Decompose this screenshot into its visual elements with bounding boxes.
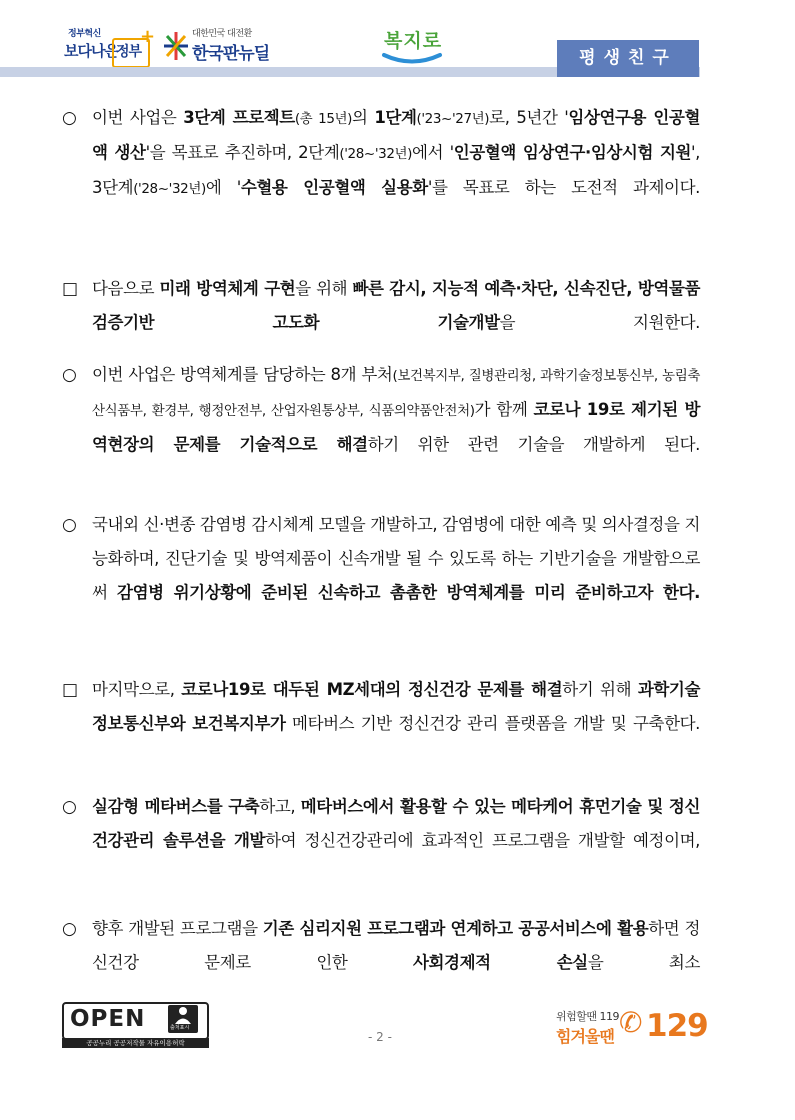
small-text: (총 15년) — [294, 111, 353, 127]
text: 하면 정신건강 문제로 인한 — [92, 919, 700, 972]
text: 하고, — [259, 797, 301, 816]
text: 메타버스 기반 정신건강 관리 플랫폼을 개발 및 구축한다. — [285, 714, 700, 733]
bold-text: 임상연구용 인공혈액 생산 — [92, 108, 700, 162]
paragraph-6 — [92, 790, 700, 892]
small-text: (보건복지부, 질병관리청, 과학기술정보통신부, 농림축산식품부, 환경부, 행정안전부, 산업자원통상부, 식품의약품안전처) — [92, 368, 700, 419]
circle-bullet: ○ — [62, 365, 77, 385]
text: 마지막으로, — [92, 680, 182, 699]
text: 을 최소 — [587, 953, 700, 972]
open-word: OPEN — [70, 1006, 146, 1032]
hotline-text-119: 위험할땐 119 — [556, 1010, 619, 1023]
new-deal-star-icon — [162, 30, 190, 62]
hotline-logo — [556, 1004, 706, 1050]
paragraph-2 — [92, 272, 700, 340]
korean-new-deal-logo — [162, 24, 292, 72]
text: 국내외 신·변종 감염병 감시체계 모델을 개발하고, 감염병에 대한 예측 및 의사결정을 지능화하며, 진단기술 및 방역제품이 신속개발 될 수 있도록 하는 기반기술을 개발함으로써 — [92, 515, 700, 602]
text: 에서 ' — [412, 143, 454, 162]
text: 을 위해 — [295, 279, 353, 298]
bold-text: 인공혈액 임상연구·임상시험 지원 — [453, 143, 692, 162]
gov-innovation-logo — [60, 24, 154, 72]
text: 이번 사업은 방역체계를 담당하는 8개 부처 — [92, 365, 393, 384]
plus-icon: + — [140, 26, 156, 47]
open-license-logo — [62, 1002, 207, 1046]
small-text: ('23~'27년) — [416, 111, 490, 127]
bokjiro-logo — [378, 22, 448, 72]
square-bullet: □ — [62, 680, 79, 700]
bold-text: 코로나19로 대두된 MZ세대의 정신건강 문제를 해결 — [181, 680, 563, 699]
bold-text: 코로나 19로 제기된 방역현장의 문제를 기술적으로 해결 — [92, 400, 700, 454]
circle-bullet: ○ — [62, 108, 77, 128]
text: 향후 개발된 프로그램을 — [92, 919, 263, 938]
bokjiro-text: 복지로 — [384, 30, 443, 52]
square-bullet: □ — [62, 279, 79, 299]
logo1-box-text: 정부 — [116, 44, 142, 60]
text: 이번 사업은 — [92, 108, 184, 127]
logo1-small-text: 정부혁신 — [68, 29, 101, 39]
text: 로, 5년간 ' — [489, 108, 569, 127]
bold-text: 미래 방역체계 구현 — [159, 279, 296, 298]
logo2-small-text: 대한민국 대전환 — [192, 29, 252, 39]
hotline-text-hard-times: 힘겨울땐 — [556, 1027, 614, 1046]
bold-text: 1단계 — [374, 108, 417, 127]
text: 하기 위해 — [562, 680, 638, 699]
page-number: - 2 - — [368, 1030, 392, 1044]
circle-bullet: ○ — [62, 515, 77, 535]
bold-text: 사회경제적 손실 — [412, 953, 588, 972]
paragraph-1 — [92, 101, 700, 237]
header-badge: 평생친구 — [557, 40, 699, 77]
text: '을 목표로 추진하며, 2단계 — [145, 143, 340, 162]
small-text: ('28~'32년) — [339, 146, 413, 162]
text: 에 ' — [205, 178, 241, 197]
bold-text: 과학기술정보통신부와 보건복지부가 — [92, 680, 700, 733]
bold-text: 기존 심리지원 프로그램과 연계하고 공공서비스에 활용 — [262, 919, 649, 938]
text: 하여 정신건강관리에 효과적인 프로그램을 개발할 예정이며, — [265, 831, 700, 850]
small-text: ('28~'32년) — [133, 181, 206, 197]
bold-text: 3단계 프로젝트 — [183, 108, 295, 127]
circle-bullet: ○ — [62, 797, 77, 817]
text: ', 3단계 — [92, 143, 701, 197]
circle-bullet: ○ — [62, 919, 77, 939]
bold-text: 빠른 감시, 지능적 예측·차단, 신속진단, 방역물품 검증기반 고도화 기술개발 — [92, 279, 700, 332]
attribution-label: 출처표시 — [170, 1025, 190, 1031]
paragraph-3 — [92, 358, 700, 494]
smile-swoosh-icon — [380, 52, 444, 66]
text: '를 목표로 하는 도전적 과제이다. — [427, 178, 700, 197]
paragraph-4 — [92, 508, 700, 644]
logo2-big-text: 한국판뉴딜 — [192, 44, 270, 64]
open-logo-strip: 공공누리 공공저작물 자유이용허락 — [62, 1038, 209, 1048]
text: 다음으로 — [92, 279, 160, 298]
bold-text: 수혈용 인공혈액 실용화 — [240, 178, 428, 197]
text: 의 — [352, 108, 375, 127]
bold-text: 실감형 메타버스를 구축 — [92, 797, 260, 816]
hotline-number: 129 — [646, 1008, 708, 1044]
bold-text: 감염병 위기상황에 준비된 신속하고 촘촘한 방역체계를 미리 준비하고자 한다. — [117, 583, 700, 602]
paragraph-7 — [92, 912, 700, 980]
bold-text: 메타버스에서 활용할 수 있는 메타케어 휴먼기술 및 정신건강관리 솔루션을 개발 — [92, 797, 700, 850]
text: 가 함께 — [474, 400, 534, 419]
phone-icon: ✆ — [619, 1006, 643, 1039]
text: 을 지원한다. — [499, 313, 700, 332]
logo1-big-text: 보다나은 — [64, 42, 118, 60]
paragraph-5 — [92, 673, 700, 775]
text: 하기 위한 관련 기술을 개발하게 된다. — [367, 435, 700, 454]
